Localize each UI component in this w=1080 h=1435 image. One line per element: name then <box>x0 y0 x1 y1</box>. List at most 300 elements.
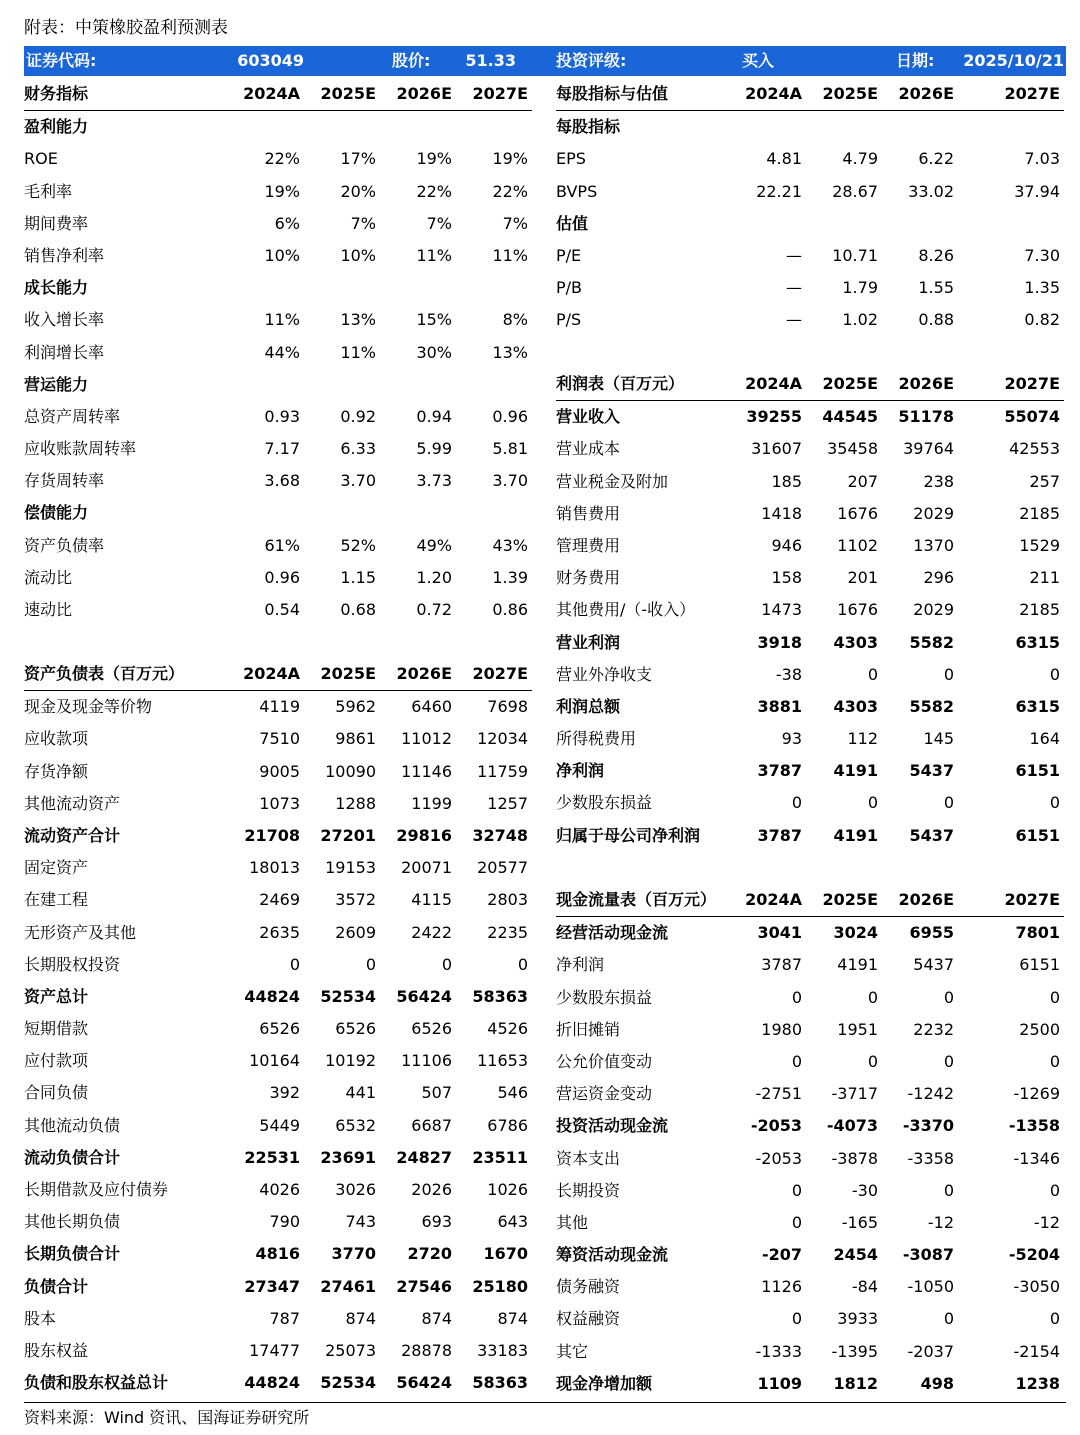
table-row <box>556 401 1064 433</box>
table-row <box>24 949 532 981</box>
cell-value: 33.02 <box>908 181 954 201</box>
cell-value: 3.70 <box>340 471 376 491</box>
cell-value: 2609 <box>335 922 376 942</box>
cell-value: -165 <box>841 1212 878 1232</box>
cell-value: 11146 <box>401 761 452 781</box>
cell-value: -2751 <box>755 1084 802 1104</box>
cell-value: 39255 <box>746 407 802 427</box>
cell-value: 6.33 <box>340 439 376 459</box>
financial-indicators-table <box>24 78 532 626</box>
year-header: 2027E <box>1004 84 1060 103</box>
cell-value: 6786 <box>487 1115 528 1135</box>
cell-value: -84 <box>851 1277 878 1297</box>
table-row <box>24 401 532 433</box>
cell-value: 3787 <box>761 955 802 975</box>
cell-value: 3026 <box>335 1180 376 1199</box>
cell-value: 25180 <box>472 1276 528 1296</box>
year-header: 2025E <box>320 664 376 683</box>
table-row <box>24 1238 532 1270</box>
cell-value: 2720 <box>407 1244 452 1264</box>
cell-value: 0.82 <box>1024 310 1060 330</box>
cell-value: -1346 <box>1013 1148 1060 1168</box>
cell-value: 2422 <box>411 922 452 942</box>
cell-value: 44% <box>264 342 300 362</box>
row-label: 其它 <box>556 1341 589 1361</box>
cell-value: -3370 <box>902 1116 954 1136</box>
cell-value: 257 <box>1029 471 1060 491</box>
cell-value: 27461 <box>320 1276 376 1296</box>
cell-value: 0.54 <box>264 600 300 619</box>
cell-value: 24827 <box>396 1147 452 1167</box>
section-title: 每股指标与估值 <box>556 84 669 103</box>
cell-value: 693 <box>421 1212 452 1232</box>
cell-value: 0.94 <box>416 406 452 426</box>
table-row <box>24 208 532 240</box>
table-row <box>556 755 1064 787</box>
price-label: 股价: <box>392 51 431 70</box>
row-label: 流动负债合计 <box>24 1147 121 1167</box>
row-label: 应收账款周转率 <box>24 439 137 459</box>
cell-value: 441 <box>345 1083 376 1103</box>
cell-value: 11% <box>492 245 528 265</box>
year-header: 2024A <box>745 84 802 103</box>
stock-price: 51.33 <box>465 51 516 70</box>
cell-value: 22.21 <box>756 181 802 201</box>
category-row <box>556 111 1064 143</box>
cell-value: 2235 <box>487 922 528 942</box>
table-row <box>24 1110 532 1142</box>
cell-value: 35458 <box>827 439 878 459</box>
cell-value: -2053 <box>750 1116 802 1136</box>
cell-value: 112 <box>847 729 878 749</box>
cell-value: 0.93 <box>264 406 300 426</box>
row-label: 所得税费用 <box>556 729 637 749</box>
row-label: 固定资产 <box>24 858 89 878</box>
table-row <box>556 627 1064 659</box>
cell-value: 0 <box>943 1309 954 1329</box>
cell-value: 7.17 <box>264 439 300 459</box>
cell-value: 0 <box>791 1212 802 1232</box>
cell-value: 10192 <box>325 1051 376 1071</box>
year-header: 2027E <box>472 664 528 683</box>
cell-value: 5582 <box>909 696 954 716</box>
table-title: 附表：中策橡胶盈利预测表 <box>24 18 228 38</box>
cell-value: 30% <box>416 342 452 362</box>
table-row <box>24 1303 532 1335</box>
year-header: 2026E <box>898 374 954 393</box>
cell-value: 5582 <box>909 632 954 652</box>
cell-value: 0 <box>867 793 878 813</box>
cell-value: 25073 <box>325 1340 376 1360</box>
cell-value: 0.88 <box>918 310 954 330</box>
row-label: 销售净利率 <box>24 245 105 265</box>
cell-value: 31607 <box>751 439 802 459</box>
cell-value: 10% <box>264 245 300 265</box>
cell-value: 2232 <box>913 1019 954 1039</box>
cell-value: 5449 <box>259 1115 300 1135</box>
cell-value: 2635 <box>259 922 300 942</box>
cell-value: 11% <box>340 342 376 362</box>
cell-value: 11012 <box>401 729 452 749</box>
row-label: 速动比 <box>24 600 73 619</box>
year-header: 2024A <box>243 84 300 103</box>
cell-value: -5204 <box>1008 1245 1060 1265</box>
cell-value: -1269 <box>1013 1084 1060 1104</box>
table-row <box>24 1271 532 1303</box>
cell-value: 58363 <box>472 986 528 1006</box>
cell-value: 1.15 <box>340 567 376 587</box>
cell-value: 10090 <box>325 761 376 781</box>
cell-value: 0 <box>791 793 802 813</box>
cell-value: 296 <box>923 568 954 588</box>
table-row <box>556 820 1064 852</box>
row-label: 负债和股东权益总计 <box>24 1373 169 1393</box>
table-row <box>556 1014 1064 1046</box>
cell-value: 0 <box>943 664 954 684</box>
cell-value: 743 <box>345 1212 376 1232</box>
cell-value: -4073 <box>826 1116 878 1136</box>
category-label: 偿债能力 <box>24 503 89 523</box>
cell-value: 10.71 <box>832 245 878 265</box>
cell-value: 8.26 <box>918 245 954 265</box>
cell-value: 6532 <box>335 1115 376 1135</box>
cell-value: 0 <box>791 1309 802 1329</box>
cell-value: 49% <box>416 535 452 555</box>
cell-value: 3933 <box>837 1309 878 1329</box>
cell-value: 13% <box>492 342 528 362</box>
table-row <box>556 1207 1064 1239</box>
cell-value: 2185 <box>1019 600 1060 620</box>
row-label: 资产负债率 <box>24 535 105 555</box>
cell-value: 32748 <box>472 825 528 845</box>
cell-value: -3358 <box>907 1148 954 1168</box>
cell-value: 19153 <box>325 858 376 878</box>
row-label: 少数股东损益 <box>556 793 653 813</box>
cell-value: 1.55 <box>918 278 954 298</box>
row-label: 资产总计 <box>24 986 89 1006</box>
table-row <box>556 240 1064 272</box>
cell-value: 56424 <box>396 1373 452 1393</box>
cell-value: 11% <box>264 310 300 330</box>
cell-value: 1102 <box>837 535 878 555</box>
year-header: 2026E <box>898 84 954 103</box>
data-source-note: 资料来源：Wind 资讯、国海证券研究所 <box>24 1402 1066 1433</box>
table-row <box>24 240 532 272</box>
table-row <box>556 949 1064 981</box>
cell-value: -2053 <box>755 1148 802 1168</box>
cell-value: 0 <box>1049 987 1060 1007</box>
row-label: 长期股权投资 <box>24 954 121 974</box>
cell-value: 5.81 <box>492 439 528 459</box>
row-label: 存货净额 <box>24 761 89 781</box>
cell-value: 2454 <box>833 1245 878 1265</box>
cell-value: 0 <box>943 793 954 813</box>
cell-value: 0 <box>943 987 954 1007</box>
cell-value: -1242 <box>907 1084 954 1104</box>
cell-value: -2037 <box>907 1341 954 1361</box>
table-row <box>556 1046 1064 1078</box>
cell-value: 11653 <box>477 1051 528 1071</box>
cell-value: 28878 <box>401 1340 452 1360</box>
table-row <box>556 723 1064 755</box>
row-label: 营业外净收支 <box>556 664 653 684</box>
cell-value: 11% <box>416 245 452 265</box>
cell-value: 52534 <box>320 986 376 1006</box>
cell-value: 15% <box>416 310 452 330</box>
row-label: 营业成本 <box>556 439 621 459</box>
row-label: 总资产周转率 <box>24 406 121 426</box>
category-label: 估值 <box>556 213 589 233</box>
code-label: 证券代码: <box>26 51 97 70</box>
row-label: 营业税金及附加 <box>556 471 669 491</box>
table-row <box>24 176 532 208</box>
table-row <box>24 594 532 626</box>
cell-value: 43% <box>492 535 528 555</box>
cell-value: 10164 <box>249 1051 300 1071</box>
cell-value: 164 <box>1029 729 1060 749</box>
table-header-row <box>24 78 532 111</box>
cell-value: 7% <box>426 213 452 233</box>
cell-value: 2500 <box>1019 1019 1060 1039</box>
cell-value: 0 <box>867 664 878 684</box>
cell-value: 1199 <box>411 793 452 813</box>
cell-value: 22% <box>492 181 528 201</box>
year-header: 2026E <box>396 664 452 683</box>
row-label: 流动资产合计 <box>24 825 121 845</box>
table-row <box>556 1143 1064 1175</box>
row-label: 净利润 <box>556 955 605 975</box>
table-row <box>556 982 1064 1014</box>
cell-value: 1980 <box>761 1019 802 1039</box>
cell-value: 392 <box>269 1083 300 1103</box>
cell-value: 7.30 <box>1024 245 1060 265</box>
cell-value: 51178 <box>898 407 954 427</box>
cell-value: 0 <box>1049 664 1060 684</box>
row-label: 长期投资 <box>556 1180 621 1200</box>
section-title: 利润表（百万元） <box>556 374 685 393</box>
cell-value: 6151 <box>1019 955 1060 975</box>
table-row <box>556 787 1064 819</box>
cell-value: 11106 <box>401 1051 452 1071</box>
table-row <box>556 594 1064 626</box>
cell-value: 3572 <box>335 890 376 910</box>
table-row <box>556 143 1064 175</box>
cell-value: 0 <box>517 954 528 974</box>
cell-value: 93 <box>781 729 802 749</box>
table-row <box>556 433 1064 465</box>
category-label: 每股指标 <box>556 117 621 137</box>
table-row <box>24 433 532 465</box>
row-label: 债务融资 <box>556 1277 621 1297</box>
cell-value: 3770 <box>331 1244 376 1264</box>
row-label: 负债合计 <box>24 1276 89 1296</box>
row-label: 净利润 <box>556 761 605 781</box>
rating-label: 投资评级: <box>556 51 627 70</box>
cell-value: -1050 <box>907 1277 954 1297</box>
cell-value: 4526 <box>487 1019 528 1039</box>
investment-rating: 买入 <box>742 51 775 70</box>
cell-value: 2469 <box>259 890 300 910</box>
table-row <box>24 691 532 723</box>
table-row <box>556 691 1064 723</box>
cell-value: 3041 <box>757 923 802 943</box>
cell-value: 19% <box>492 149 528 169</box>
cell-value: 1257 <box>487 793 528 813</box>
row-label: P/S <box>556 310 582 330</box>
row-label: 折旧摊销 <box>556 1019 621 1039</box>
cell-value: 5.99 <box>416 439 452 459</box>
table-header-row <box>556 78 1064 111</box>
cell-value: 44824 <box>244 986 300 1006</box>
table-row <box>556 1336 1064 1368</box>
cell-value: 21708 <box>244 825 300 845</box>
cell-value: 1812 <box>833 1373 878 1393</box>
table-row <box>556 272 1064 304</box>
cell-value: 5437 <box>909 761 954 781</box>
row-label: 筹资活动现金流 <box>556 1245 669 1265</box>
row-label: 其他费用/（-收入） <box>556 600 696 620</box>
table-row <box>24 1206 532 1238</box>
cell-value: 0 <box>867 987 878 1007</box>
table-row <box>24 337 532 369</box>
table-row <box>24 1174 532 1206</box>
cell-value: 1.20 <box>416 567 452 587</box>
table-row <box>24 981 532 1013</box>
cell-value: 6526 <box>335 1019 376 1039</box>
row-label: 毛利率 <box>24 181 73 201</box>
cell-value: 6687 <box>411 1115 452 1135</box>
table-row <box>24 304 532 336</box>
income-statement-table <box>556 368 1064 852</box>
table-header-row <box>24 658 532 691</box>
cell-value: 4.81 <box>766 149 802 169</box>
report-date: 2025/10/21 <box>963 51 1064 70</box>
per-share-valuation-table <box>556 78 1064 337</box>
cell-value: 61% <box>264 535 300 555</box>
year-header: 2025E <box>822 890 878 909</box>
cell-value: 29816 <box>396 825 452 845</box>
balance-sheet-table <box>24 658 532 1399</box>
table-row <box>24 884 532 916</box>
row-label: 营业收入 <box>556 407 621 427</box>
cell-value: 4303 <box>833 632 878 652</box>
table-row <box>556 917 1064 949</box>
cell-value: 211 <box>1029 568 1060 588</box>
cell-value: 1126 <box>761 1277 802 1297</box>
row-label: 其他流动负债 <box>24 1115 121 1135</box>
cell-value: 2185 <box>1019 503 1060 523</box>
row-label: 经营活动现金流 <box>556 923 669 943</box>
row-label: BVPS <box>556 181 598 201</box>
cell-value: 0.86 <box>492 600 528 619</box>
table-row <box>556 176 1064 208</box>
cell-value: 1370 <box>913 535 954 555</box>
year-header: 2026E <box>898 890 954 909</box>
cell-value: 1.35 <box>1024 278 1060 298</box>
cell-value: 0 <box>1049 1309 1060 1329</box>
cell-value: 23511 <box>472 1147 528 1167</box>
table-row <box>24 1013 532 1045</box>
row-label: 管理费用 <box>556 535 621 555</box>
category-row <box>24 111 532 143</box>
row-label: 合同负债 <box>24 1083 89 1103</box>
cell-value: 0 <box>791 1051 802 1071</box>
cell-value: 546 <box>497 1083 528 1103</box>
category-row <box>556 208 1064 240</box>
cell-value: 790 <box>269 1212 300 1232</box>
cell-value: 874 <box>345 1308 376 1328</box>
cell-value: 10% <box>340 245 376 265</box>
row-label: 利润增长率 <box>24 342 105 362</box>
cell-value: 1.79 <box>842 278 878 298</box>
cell-value: 0 <box>441 954 452 974</box>
cell-value: -2154 <box>1013 1341 1060 1361</box>
cell-value: 6955 <box>909 923 954 943</box>
table-row <box>24 562 532 594</box>
cell-value: 20071 <box>401 858 452 878</box>
date-label: 日期: <box>896 51 935 70</box>
table-row <box>556 1368 1064 1400</box>
header-bar <box>24 46 1066 76</box>
row-label: 存货周转率 <box>24 471 105 491</box>
row-label: 投资活动现金流 <box>556 1116 669 1136</box>
cell-value: 0 <box>289 954 300 974</box>
cell-value: 1026 <box>487 1180 528 1199</box>
cell-value: 1288 <box>335 793 376 813</box>
cell-value: 874 <box>497 1308 528 1328</box>
table-row <box>24 756 532 788</box>
cell-value: 498 <box>920 1373 954 1393</box>
cell-value: 2029 <box>913 600 954 620</box>
section-title: 现金流量表（百万元） <box>556 890 717 909</box>
year-header: 2025E <box>320 84 376 103</box>
table-row <box>24 788 532 820</box>
category-label: 营运能力 <box>24 374 89 394</box>
cell-value: 28.67 <box>832 181 878 201</box>
cell-value: 55074 <box>1004 407 1060 427</box>
row-label: 营业利润 <box>556 632 621 652</box>
cell-value: 6.22 <box>918 149 954 169</box>
year-header: 2026E <box>396 84 452 103</box>
row-label: 其他长期负债 <box>24 1212 121 1232</box>
cell-value: 3881 <box>757 696 802 716</box>
cell-value: 0.96 <box>264 567 300 587</box>
cell-value: 1473 <box>761 600 802 620</box>
cell-value: 42553 <box>1009 439 1060 459</box>
year-header: 2024A <box>745 374 802 393</box>
table-row <box>556 304 1064 336</box>
cell-value: 5962 <box>335 697 376 717</box>
table-row <box>24 852 532 884</box>
cell-value: 946 <box>771 535 802 555</box>
cell-value: — <box>786 310 802 330</box>
cell-value: 13% <box>340 310 376 330</box>
cell-value: 39764 <box>903 439 954 459</box>
cell-value: 0.96 <box>492 406 528 426</box>
cell-value: 0.72 <box>416 600 452 619</box>
cell-value: 1529 <box>1019 535 1060 555</box>
cell-value: 0 <box>791 1180 802 1200</box>
cell-value: 6% <box>274 213 300 233</box>
year-header: 2027E <box>1004 890 1060 909</box>
row-label: 短期借款 <box>24 1019 89 1039</box>
cell-value: 5437 <box>913 955 954 975</box>
row-label: 无形资产及其他 <box>24 922 137 942</box>
cash-flow-table <box>556 884 1064 1400</box>
row-label: 长期借款及应付债券 <box>24 1180 169 1199</box>
cell-value: 0 <box>867 1051 878 1071</box>
cell-value: 27347 <box>244 1276 300 1296</box>
